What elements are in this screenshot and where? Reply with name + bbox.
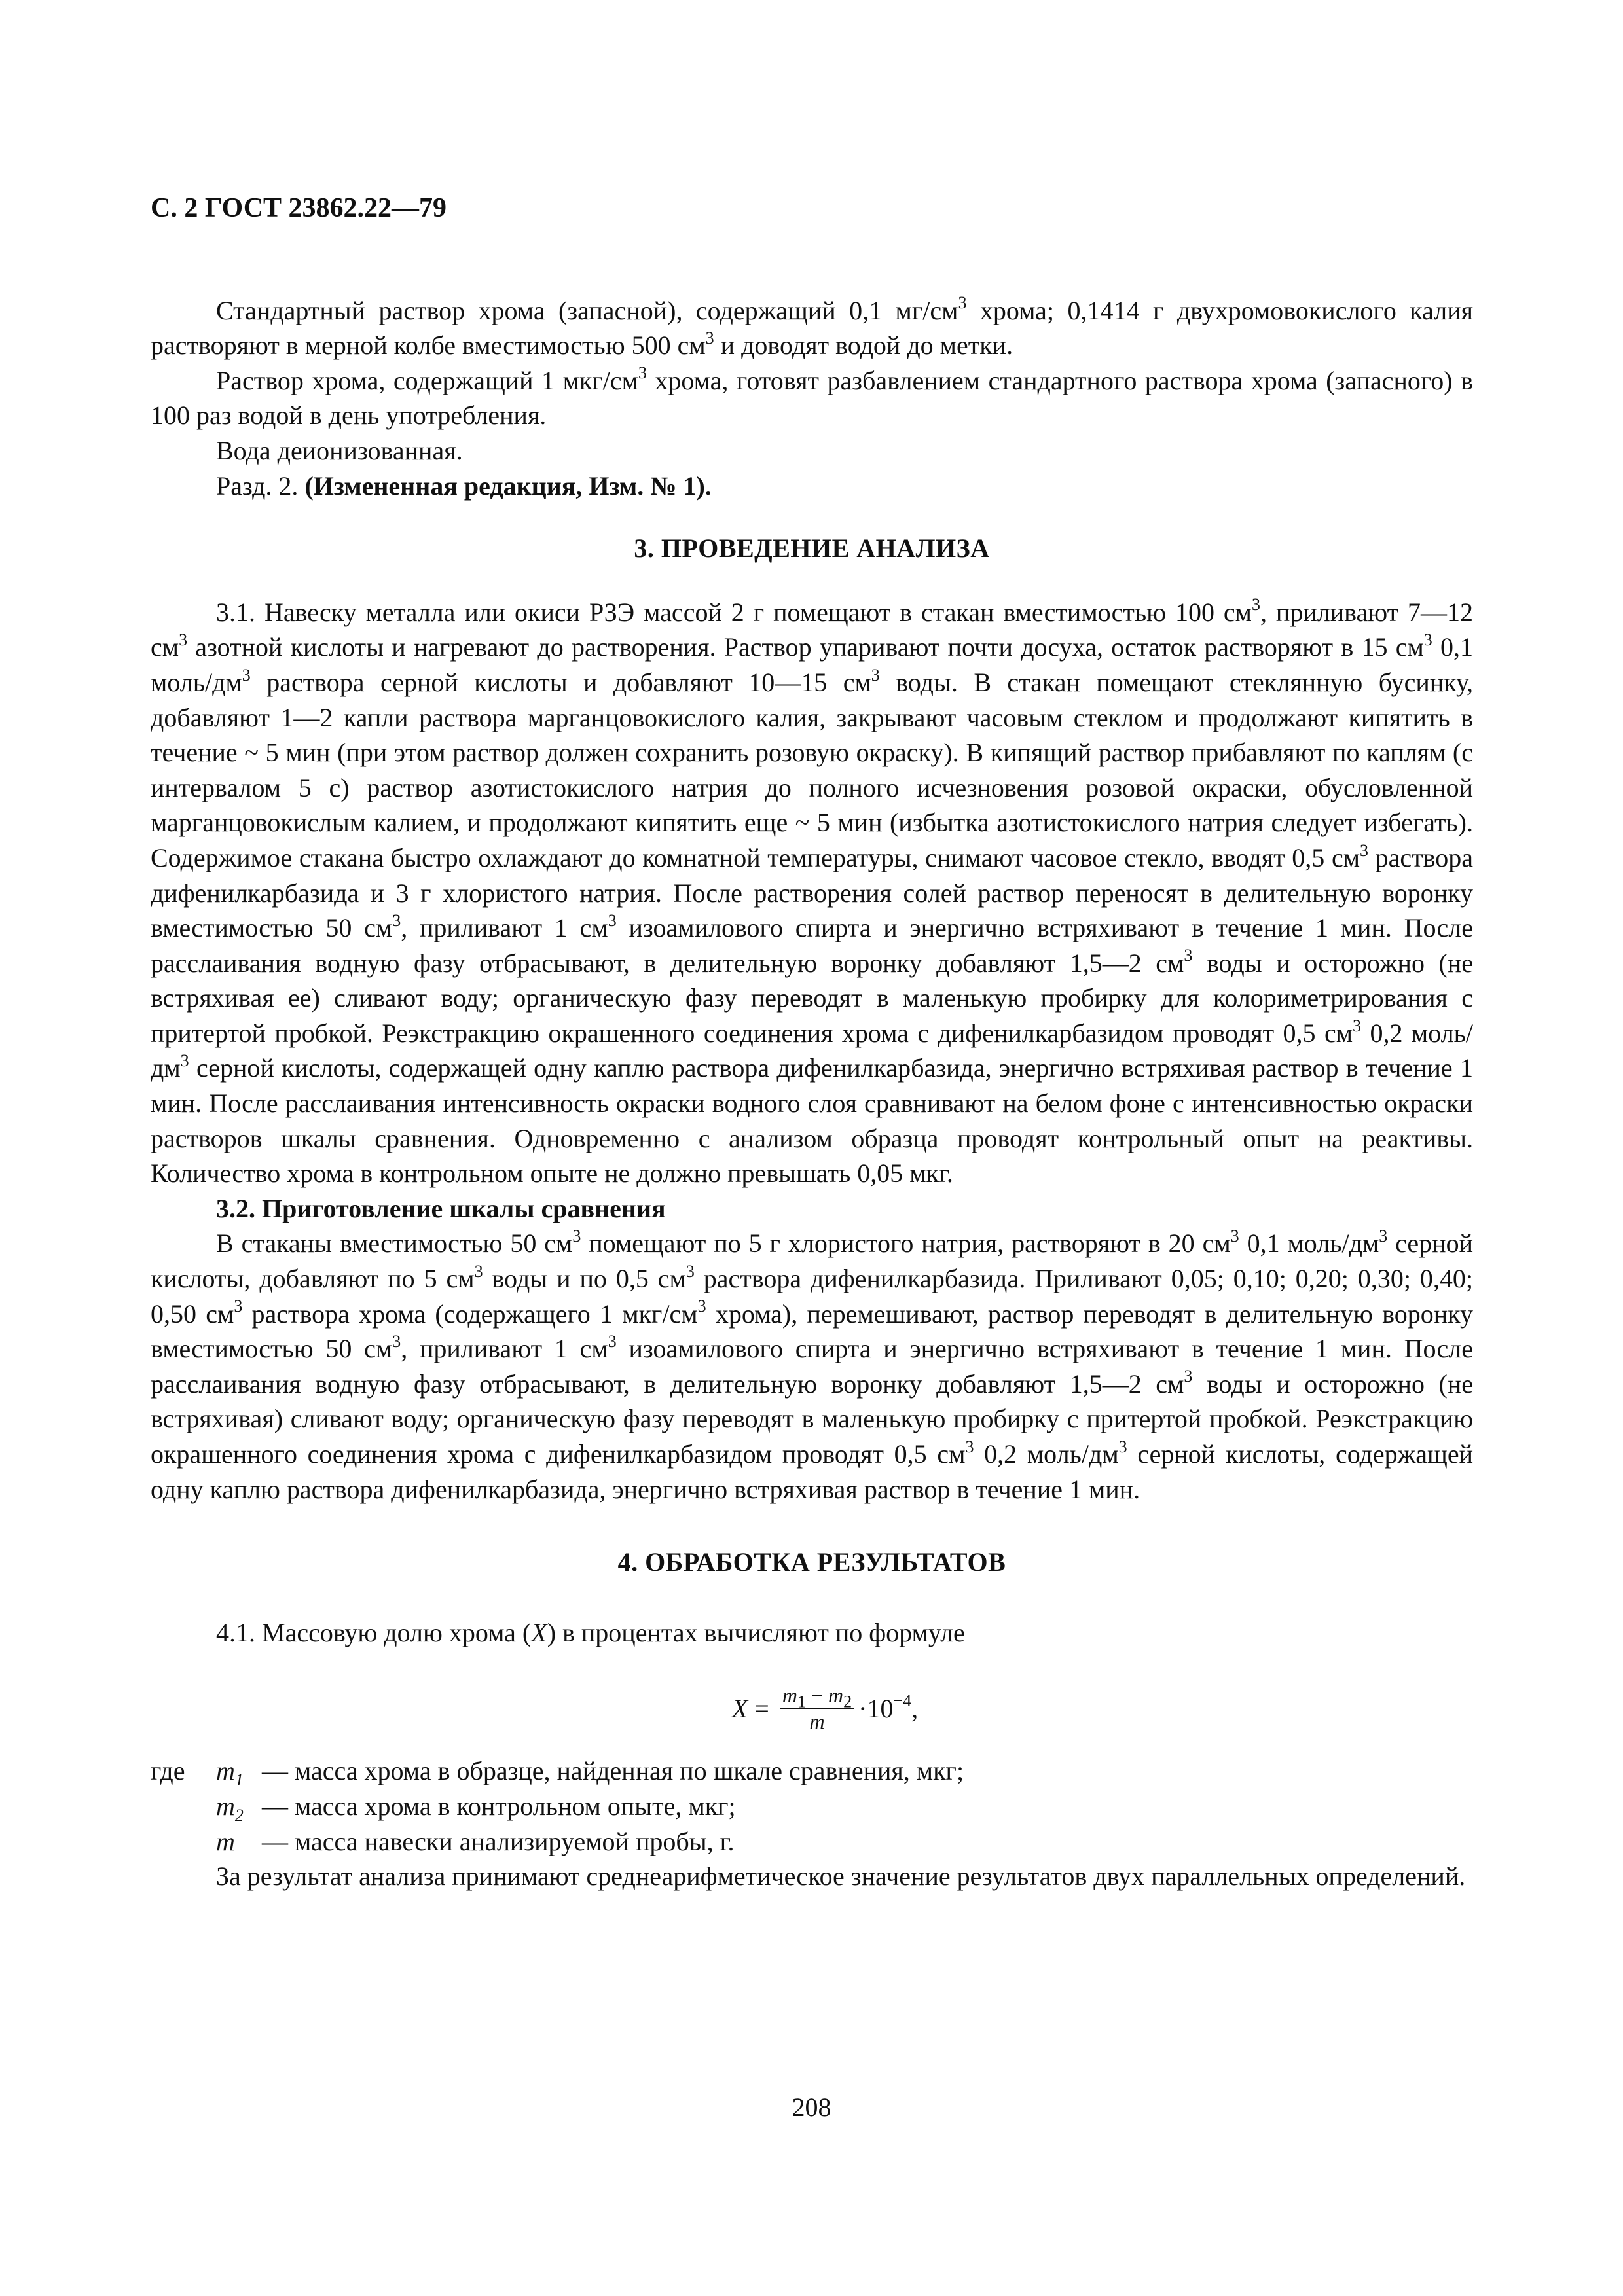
formula-multiplier: $\cdot 10^{-4}$, [858,1691,919,1723]
section-3-body [151,595,1473,1507]
paragraph-4-1: 4.1. Массовую долю хрома (X) в процентах вычисляют по формуле [216,1617,965,1647]
paragraph-deionized-water: Вода деионизованная. [216,435,463,465]
formula-fraction [780,1683,854,1734]
section-2-tail [151,293,1473,504]
legend-row-m1: где $m_1$ — масса хрома в образце, найденная по шкале сравнения, мкг; [151,1756,964,1790]
paragraph-3-1: 3.1. Навеску металла или окиси РЗЭ массой 2 г помещают в стакан вместимостью 100 $см^3$, приливают 7—12 $см^3$ азотной кислоты и нагревают до растворения. Раствор упаривают почти досуха, остаток растворяют в 15 $см^3$ 0,1 моль/$дм^3$ раствора серной кислоты и добавляют 10—15 $см^3$ воды. В стакан помещают стеклянную бусинку, добавляют 1—2 капли раствора марганцовокислого калия, закрывают часовым стеклом и продолжают кипятить в течение ~ 5 мин (при этом раствор должен сохранить розовую окраску). В кипящий раствор прибавляют по каплям (с интервалом 5 с) раствор азотистокислого натрия до полного исчезновения розовой окраски, обусловленной марганцовокислым калием, и продолжают кипятить еще ~ 5 мин (избытка азотистокислого натрия следует избегать). Содержимое стакана быстро охлаждают до комнатной температуры, снимают часовое стекло, вводят 0,5 $см^3$ раствора дифенилкарбазида и 3 г хлористого натрия. После растворения солей раствор переносят в делительную воронку вместимостью 50 $см^3$, приливают 1 $см^3$ изоамилового спирта и энергично встряхивают в течение 1 мин. После расслаивания водную фазу отбрасывают, в делительную воронку добавляют 1,5—2 $см^3$ воды и осторожно (не встряхивая ее) сливают воду; органическую фазу переводят в маленькую пробирку для колориметрирования с притертой пробкой. Реэкстракцию окрашенного соединения хрома с дифенилкарбазидом проводят 0,5 $см^3$ 0,2 моль/$дм^3$ серной кислоты, содержащей одну каплю раствора дифенилкарбазида, энергично встряхивая раствор в течение 1 мин. После расслаивания интенсивность окраски водного слоя сравнивают на белом фоне с интенсивностью окраски растворов шкалы сравнения. Одновременно с анализом образца проводят контрольный опыт на реактивы. Количество хрома в контрольном опыте не должно превышать 0,05 мкг. [151,595,1474,1189]
paragraph-3-2: В стаканы вместимостью 50 $см^3$ помещают по 5 г хлористого натрия, растворяют в 20 $см^3$ 0,1 моль/$дм^3$ серной кислоты, добавляют по 5 $см^3$ воды и по 0,5 $см^3$ раствора дифенилкарбазида. Приливают 0,05; 0,10; 0,20; 0,30; 0,40; 0,50 $см^3$ раствора хрома (содержащего 1 мкг/$см^3$ хрома), перемешивают, раствор переводят в делительную воронку вместимостью 50 $см^3$, приливают 1 $см^3$ изоамилового спирта и энергично встряхивают в течение 1 мин. После расслаивания водную фазу отбрасывают, в делительную воронку добавляют 1,5—2 $см^3$ воды и осторожно (не встряхивая) сливают воду; органическую фазу переводят в маленькую пробирку с притертой пробкой. Реэкстракцию окрашенного соединения хрома с дифенилкарбазидом проводят 0,5 $см^3$ 0,2 моль/$дм^3$ серной кислоты, содержащей одну каплю раствора дифенилкарбазида, энергично встряхивая раствор в течение 1 мин. [151,1227,1474,1504]
paragraph-working-solution: Раствор хрома, содержащий 1 мкг/$см^3$ хрома, готовят разбавлением стандартного раствора хрома (запасного) в 100 раз водой в день употребления. [151,363,1474,431]
subsection-3-2-heading: 3.2. Приготовление шкалы сравнения [216,1193,666,1223]
paragraph-result-definition: За результат анализа принимают среднеарифметическое значение результатов двух параллельных определений. [216,1861,1466,1892]
paragraph-amendment-note: Разд. 2. (Измененная редакция, Изм. № 1). [216,471,712,501]
formula-legend [151,1753,1473,1859]
formula-numerator: $m_1 - m_2$ [780,1683,854,1709]
paragraph-stock-solution: Стандартный раствор хрома (запасной), содержащий 0,1 $мг/см^3$ хрома; 0,1414 г двухромовокислого калия растворяют в мерной колбе вместимостью 500 $см^3$ и доводят водой до метки. [151,293,1473,361]
page-header: С. 2 ГОСТ 23862.22—79 [151,193,447,223]
section-3-heading: 3. ПРОВЕДЕНИЕ АНАЛИЗА [634,533,990,564]
section-4-heading: 4. ОБРАБОТКА РЕЗУЛЬТАТОВ [617,1547,1006,1577]
formula-denominator: m [809,1710,825,1734]
formula-lhs: X [731,1693,748,1723]
legend-row-m2: $m_2$ — масса хрома в контрольном опыте, мкг; [216,1791,736,1825]
formula-equals: = [748,1693,776,1723]
document-page [151,191,1473,1894]
mass-fraction-formula [151,1683,1473,1734]
legend-row-m: m — масса навески анализируемой пробы, г. [216,1826,735,1856]
section-4-body [151,1615,1473,1894]
page-number: 208 [792,2092,831,2122]
